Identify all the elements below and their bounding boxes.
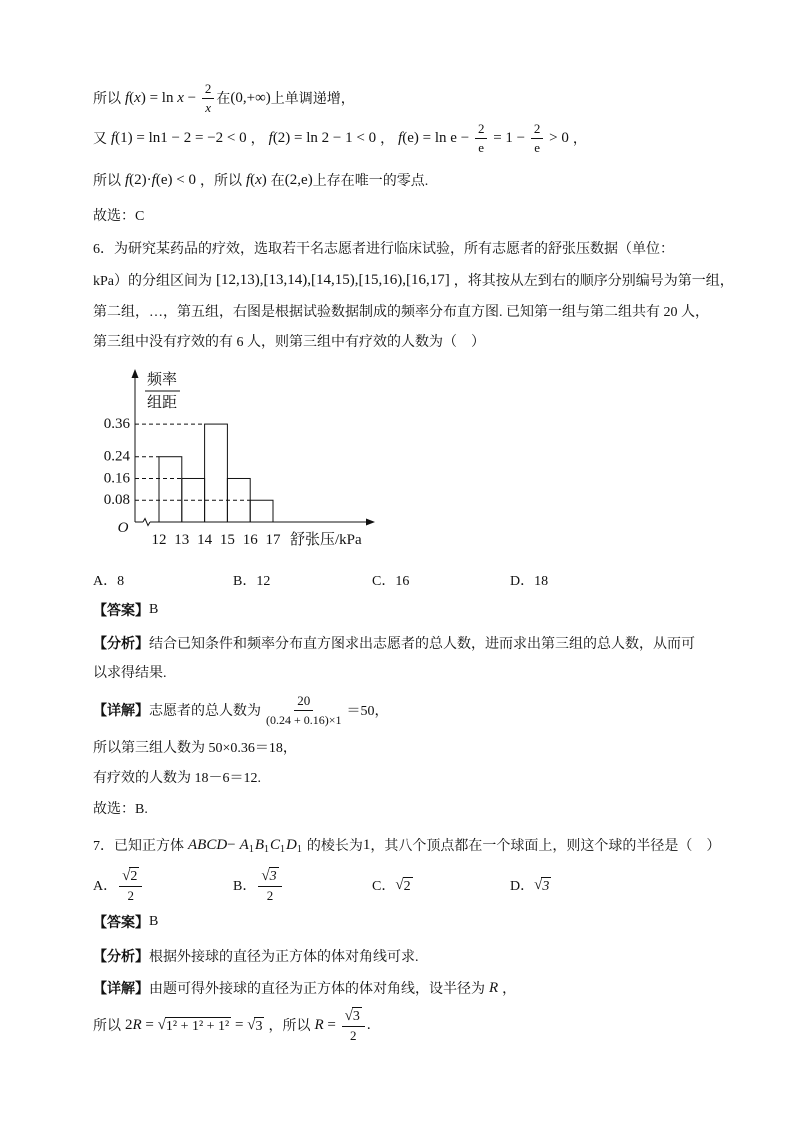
text-segment: ，所以 bbox=[268, 1019, 311, 1034]
fraction-numerator: 20 bbox=[294, 693, 313, 711]
math-segment: (e) = ln e − bbox=[402, 129, 473, 146]
fraction-denominator: 2 bbox=[349, 1027, 357, 1043]
fraction bbox=[531, 121, 544, 156]
math-var-f: f bbox=[398, 129, 403, 146]
option-text: C．16 bbox=[372, 574, 410, 589]
sqrt-sign: √ bbox=[344, 1007, 353, 1024]
radicand: 2 bbox=[403, 878, 411, 894]
math-var-f: f bbox=[245, 171, 251, 188]
text-segment: 结合已知条件和频率分布直方图求出志愿者的总人数，进而求出第三组的总人数，从而可 bbox=[149, 637, 695, 652]
x-tick-label-13: 13 bbox=[174, 532, 190, 548]
q7-analysis bbox=[93, 946, 419, 966]
y-axis-label-denominator: 组距 bbox=[146, 395, 178, 411]
fraction bbox=[202, 81, 215, 116]
sqrt bbox=[122, 867, 139, 885]
text-segment: 所以 bbox=[93, 174, 121, 189]
answer-tag: 【答案】 bbox=[93, 604, 149, 619]
math-segment: − bbox=[227, 836, 236, 853]
option-label: B． bbox=[233, 879, 257, 894]
bar-16-17 bbox=[250, 500, 273, 522]
analysis-tag: 【分析】 bbox=[93, 637, 149, 652]
sqrt bbox=[345, 1007, 362, 1025]
text-segment: 6．为研究某药品的疗效，选取若干名志愿者进行临床试验，所有志愿者的舒张压数据（单位： bbox=[93, 242, 674, 257]
math-var-x: x bbox=[134, 89, 141, 106]
math-interval: (2,e) bbox=[284, 171, 313, 188]
fraction bbox=[119, 867, 142, 904]
x-tick-label-12: 12 bbox=[151, 532, 167, 548]
math-segment: (2)· bbox=[129, 171, 152, 188]
q7-detail-line-2 bbox=[93, 1003, 371, 1047]
sqrt bbox=[158, 1016, 232, 1034]
math-segment: ) bbox=[140, 89, 146, 106]
math-var-f: f bbox=[125, 171, 130, 188]
sqrt bbox=[261, 867, 278, 885]
subscript: 1 bbox=[248, 843, 254, 855]
subscript: 1 bbox=[296, 843, 302, 855]
origin-label: O bbox=[117, 520, 129, 536]
q6-detail-line-3 bbox=[93, 767, 261, 787]
fraction-denominator: e bbox=[478, 139, 485, 155]
q7-option-c bbox=[372, 863, 413, 907]
text-segment: 在 bbox=[216, 92, 231, 107]
option-text: B．12 bbox=[233, 574, 271, 589]
fraction-numerator bbox=[119, 867, 142, 887]
text-segment: 故选：C bbox=[93, 209, 145, 224]
math-var-r: R bbox=[314, 1016, 324, 1033]
radicand: 3 bbox=[542, 878, 550, 894]
fraction-numerator: 2 bbox=[475, 121, 488, 139]
math-segment: (e) < 0 bbox=[155, 171, 196, 188]
q6-stem-line-4 bbox=[93, 331, 485, 351]
vertex-letter: B bbox=[254, 836, 264, 853]
q7-option-d bbox=[510, 863, 551, 907]
q6-analysis-line-1 bbox=[93, 633, 695, 653]
math-segment: = 1 − bbox=[489, 129, 529, 146]
text-segment: ，其八个顶点都在一个球面上，则这个球的半径是（ ） bbox=[370, 839, 721, 854]
math-segment: > 0 bbox=[545, 129, 569, 146]
math-interval: (0,+∞) bbox=[230, 89, 271, 106]
radicand: 3 bbox=[269, 869, 277, 884]
y-tick-label-0.36: 0.36 bbox=[103, 416, 130, 433]
x-tick-label-14: 14 bbox=[197, 532, 213, 548]
q5-solution-line-3 bbox=[93, 170, 428, 190]
math-segment: 2 bbox=[125, 1016, 133, 1033]
y-tick-label-0.24: 0.24 bbox=[103, 448, 130, 465]
text-segment: ＝50， bbox=[346, 704, 389, 719]
q7-answer bbox=[93, 912, 158, 932]
detail-tag: 【详解】 bbox=[93, 982, 149, 997]
math-var-f: f bbox=[125, 89, 130, 106]
frequency-histogram bbox=[90, 360, 390, 555]
q6-conclusion bbox=[93, 798, 148, 818]
q6-stem-line-1 bbox=[93, 238, 674, 258]
sqrt-sign: √ bbox=[157, 1017, 166, 1033]
text-segment: 故选：B. bbox=[93, 802, 148, 817]
math-var-f: f bbox=[151, 171, 156, 188]
fraction bbox=[475, 121, 488, 156]
math-var-f: f bbox=[268, 129, 273, 146]
text-segment: ， bbox=[502, 982, 517, 997]
q6-analysis-line-2 bbox=[93, 662, 167, 682]
radicand: 3 bbox=[352, 1009, 360, 1024]
option-label: A． bbox=[93, 879, 118, 894]
text-segment: ， bbox=[380, 132, 395, 147]
q5-conclusion bbox=[93, 205, 144, 225]
q5-solution-line-1 bbox=[93, 78, 355, 118]
vertex-letter: C bbox=[269, 836, 280, 853]
sqrt bbox=[395, 876, 412, 894]
q7-option-a bbox=[93, 863, 144, 907]
q6-option-c bbox=[372, 570, 409, 590]
x-tick-label-17: 17 bbox=[265, 532, 281, 548]
q6-answer bbox=[93, 600, 158, 620]
option-label: D． bbox=[510, 879, 535, 894]
text-segment: 所以第三组人数为 50×0.36＝18， bbox=[93, 741, 297, 756]
math-var-x: x bbox=[177, 89, 184, 106]
detail-tag: 【详解】 bbox=[93, 704, 149, 719]
option-label: C． bbox=[372, 879, 396, 894]
text-segment: ，将其按从左到右的顺序分别编号为第一组， bbox=[453, 274, 734, 289]
q7-options bbox=[0, 863, 794, 907]
q6-stem-line-2 bbox=[93, 270, 734, 290]
math-segment: ( bbox=[129, 89, 135, 106]
text-segment: 有疗效的人数为 18－6＝12. bbox=[93, 771, 261, 786]
bar-12-13 bbox=[159, 457, 182, 522]
x-tick-label-15: 15 bbox=[219, 532, 235, 548]
q7-stem bbox=[93, 835, 720, 855]
math-segment: 1 bbox=[362, 836, 371, 853]
sqrt-sign: √ bbox=[395, 877, 404, 893]
math-segment: (2) = ln 2 − 1 < 0 bbox=[272, 129, 377, 146]
sqrt bbox=[247, 1016, 264, 1034]
sqrt-sign: √ bbox=[122, 867, 131, 884]
q7-option-b bbox=[233, 863, 284, 907]
bar-14-15 bbox=[205, 424, 228, 522]
text-segment: 以求得结果. bbox=[93, 666, 167, 681]
q6-option-b bbox=[233, 570, 270, 590]
sqrt bbox=[534, 876, 551, 894]
sqrt-sign: √ bbox=[247, 1017, 256, 1033]
q6-stem-line-3 bbox=[93, 301, 709, 321]
y-tick-label-0.08: 0.08 bbox=[103, 492, 130, 509]
q6-detail-line-2 bbox=[93, 737, 297, 757]
fraction bbox=[263, 693, 345, 728]
sqrt-sign: √ bbox=[261, 867, 270, 884]
text-segment: 上单调递增， bbox=[270, 92, 355, 107]
math-var-x: x bbox=[255, 171, 262, 188]
text-segment: 第三组中没有疗效的有 6 人，则第三组中有疗效的人数为（ ） bbox=[93, 335, 485, 350]
y-tick-label-0.16: 0.16 bbox=[103, 470, 130, 487]
text-segment: 上存在唯一的零点. bbox=[312, 174, 429, 189]
math-var-r: R bbox=[132, 1016, 142, 1033]
text-segment: 所以 bbox=[93, 92, 121, 107]
text-segment: 根据外接球的直径为正方体的体对角线可求. bbox=[149, 950, 419, 965]
text-segment: 在 bbox=[270, 174, 285, 189]
math-segment: = bbox=[141, 1016, 158, 1033]
text-segment: 志愿者的总人数为 bbox=[149, 704, 261, 719]
subscript: 1 bbox=[263, 843, 269, 855]
text-segment: 的棱长为 bbox=[306, 839, 363, 854]
math-var-r: R bbox=[489, 979, 499, 996]
x-tick-label-16: 16 bbox=[242, 532, 258, 548]
fraction-numerator: 2 bbox=[202, 81, 215, 99]
radicand: 1² + 1² + 1² bbox=[165, 1018, 230, 1034]
text-segment: 7．已知正方体 bbox=[93, 839, 184, 854]
math-segment: ( bbox=[250, 171, 256, 188]
subscript: 1 bbox=[280, 843, 285, 855]
text-segment: 由题可得外接球的直径为正方体的体对角线，设半径为 bbox=[149, 982, 485, 997]
answer-value: B bbox=[149, 914, 159, 929]
radicand: 3 bbox=[255, 1018, 263, 1034]
fraction-numerator bbox=[342, 1007, 365, 1027]
math-segment: = ln bbox=[145, 89, 178, 106]
q7-detail-line-1 bbox=[93, 978, 516, 998]
math-segment: − bbox=[183, 89, 200, 106]
math-intervals: [12,13),[13,14),[14,15),[15,16),[16,17] bbox=[216, 271, 450, 288]
radicand: 2 bbox=[130, 869, 138, 884]
option-text: D．18 bbox=[510, 574, 549, 589]
fraction-numerator: 2 bbox=[531, 121, 544, 139]
vertex-letter: A bbox=[239, 836, 249, 853]
text-segment: 第二组，…，第五组，右图是根据试验数据制成的频率分布直方图. 已知第一组与第二组共有 20 人， bbox=[93, 305, 709, 320]
fraction-denominator: (0.24 + 0.16)×1 bbox=[266, 712, 342, 727]
x-axis-arrow bbox=[366, 519, 375, 526]
fraction-denominator: 2 bbox=[266, 887, 274, 903]
q5-solution-line-2 bbox=[93, 118, 587, 158]
bar-15-16 bbox=[227, 478, 250, 522]
fraction bbox=[258, 867, 281, 904]
sqrt-sign: √ bbox=[534, 877, 543, 893]
math-segment: ) bbox=[261, 171, 267, 188]
fraction-denominator: 2 bbox=[127, 887, 134, 903]
math-segment: (1) = ln1 − 2 = −2 < 0 bbox=[115, 129, 247, 146]
text-segment: ， bbox=[572, 132, 587, 147]
x-axis-label: 舒张压/kPa bbox=[290, 532, 362, 548]
option-text: A．8 bbox=[93, 574, 125, 589]
math-var-f: f bbox=[111, 129, 116, 146]
q6-options bbox=[0, 570, 794, 590]
text-segment: ， bbox=[250, 132, 265, 147]
math-segment: = bbox=[323, 1016, 340, 1033]
fraction-numerator bbox=[258, 867, 281, 887]
fraction-denominator: x bbox=[205, 99, 212, 115]
y-axis-arrow bbox=[132, 369, 139, 378]
text-segment: 所以 bbox=[93, 1019, 121, 1034]
answer-tag: 【答案】 bbox=[93, 916, 149, 931]
q6-detail-line-1 bbox=[93, 688, 389, 732]
y-axis-label-numerator: 频率 bbox=[146, 372, 178, 388]
axis-break-mark bbox=[143, 519, 150, 526]
text-segment: 又 bbox=[93, 132, 107, 147]
text-segment: kPa）的分组区间为 bbox=[93, 274, 212, 289]
math-segment: = bbox=[231, 1016, 248, 1033]
q6-option-a bbox=[93, 570, 124, 590]
vertex-letter: D bbox=[286, 836, 297, 853]
fraction-denominator: e bbox=[534, 139, 540, 155]
answer-value: B bbox=[149, 602, 159, 617]
analysis-tag: 【分析】 bbox=[93, 950, 149, 965]
fraction bbox=[342, 1007, 365, 1044]
text-segment: ，所以 bbox=[199, 174, 242, 189]
math-segment: . bbox=[366, 1016, 371, 1033]
q6-option-d bbox=[510, 570, 548, 590]
math-segment: ABCD bbox=[188, 836, 228, 853]
